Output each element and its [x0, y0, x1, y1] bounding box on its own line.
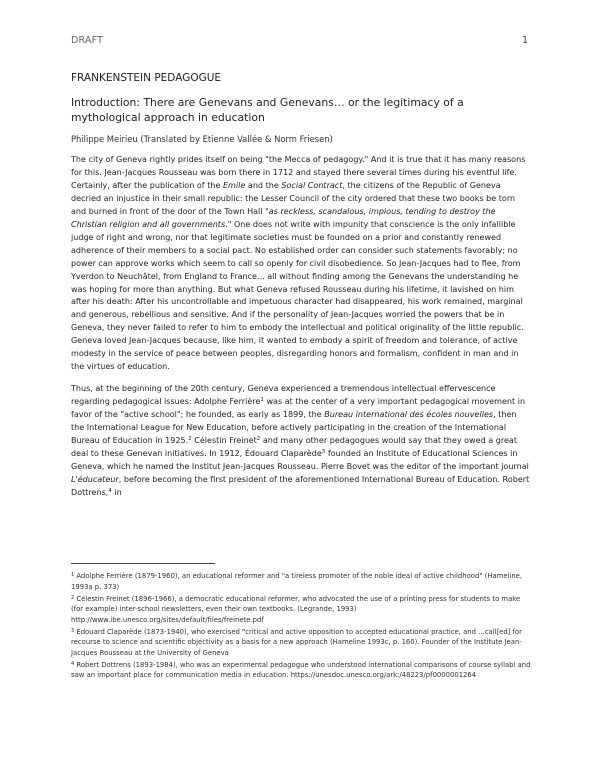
bureau-name: Bureau international des écoles nouvelles	[324, 410, 494, 420]
footnote-4	[71, 660, 533, 681]
text-run: and many other pedagogues would say that they owed a great deal to these Genevan initiatives. In 1912, Édouard Claparède	[71, 436, 518, 458]
text-run: ." One does not write with impunity that conscience is the only infallible judge of right and wrong, nor that legitimate societies must be founded on a prior and constantly renewed adherence of their members to a social pact. No established order can consider such statements favorably; no power can approve works which seem to call so openly for civil disobedience. So Jean-Jacques had to flee, from Yverdon to Neuchâtel, from England to France... all without finding among the Genevans the understanding he was hoping for more than anything. But what Geneva refused Rousseau during his lifetime, it lavished on him after his death: After his uncontrollable and impetuous character had disappeared, his work remained, marginal and generous, rebellious and sensitive. And if the personality of Jean-Jacques worried the powers that be in Geneva, they never failed to refer to him to embody the intellectual and political originality of the little republic. Geneva loved Jean-Jacques because, like him, it wanted to embody a spirit of freedom and tolerance, of active modesty in the service of peace between peoples, disregarding honors and formalism, confident in man and in the virtues of education.	[71, 219, 524, 372]
footnote-ref-2[interactable]: 2	[188, 436, 192, 443]
text-run: , the citizens of the Republic of Geneva decried an injustice in their small republic: the Lesser Council of the city ordered that these two books be torn and burned in front of the door of the Town Hall "	[71, 180, 516, 216]
footnote-2	[71, 594, 533, 626]
footnote-text: Robert Dottrens (1893-1984), who was an experimental pedagogue who understood international comparisons of course syllabi and saw an important place for communication media in education. https://unesdoc.unesco.org/ark:/48223/pf0000001264	[71, 660, 531, 679]
footnote-ref-4[interactable]: 4	[108, 487, 112, 494]
footnotes	[71, 571, 533, 682]
text-run: was at the center of a very important pedagogical movement in favor of the "active school"; he founded, as early as 1899, the	[71, 397, 526, 420]
footnote-text: Adolphe Ferrière (1879-1960), an educational reformer and "a tireless promoter of the noble ideal of active childhood" (Hameline, 1993a p. 373)	[71, 572, 523, 591]
paragraph-1	[71, 154, 531, 374]
text-run: , then the International League for New Education, before actively participating in the creation of the International Bureau of Education in 1925.	[71, 410, 517, 446]
document-subtitle: Introduction: There are Genevans and Genevans… or the legitimacy of a mythological approach in education	[71, 96, 464, 124]
journal-title: L'éducateur	[71, 474, 119, 484]
footnote-ref-1[interactable]: 1	[260, 397, 264, 404]
footnote-number: 2	[71, 594, 75, 601]
book-title-emile: Emile	[222, 180, 246, 190]
page-number: 1	[522, 35, 529, 46]
footnote-1	[71, 571, 533, 592]
footnote-ref-2b[interactable]: 2	[256, 436, 261, 443]
text-run: The city of Geneva rightly prides itself on being "the Mecca of pedagogy." And it is true that it has many reasons for this. Jean-Jacques Rousseau was born there in 1712 and stayed there several times during his eventful life. Certainly, after the publication of the	[71, 155, 526, 190]
paragraph-2	[71, 383, 531, 500]
text-run: and the	[245, 180, 282, 190]
footnote-number: 4	[71, 660, 75, 667]
footnote-text: Célestin Freinet (1896-1966), a democratic educational reformer, who advocated the use of a printing press for students to make (for example) inter-school newsletters, even their own textbooks. (Legrande, 1993) http://www.ibe.unesco.org/sites/default/files/freinete.pdf	[71, 594, 521, 624]
footnote-separator	[71, 563, 215, 564]
draft-header: DRAFT	[71, 35, 104, 46]
author-line: Philippe Meirieu (Translated by Etienne Vallée & Norm Friesen)	[71, 134, 333, 144]
book-title-social-contract: Social Contract	[281, 180, 343, 190]
text-run: in	[111, 487, 122, 497]
text-run: Thus, at the beginning of the 20th century, Geneva experienced a tremendous intellectual effervescence regarding pedagogical issues: Adolphe Ferrière	[71, 384, 496, 407]
text-run: , before becoming the first president of the aforementioned International Bureau of Education. Robert Dottrens,	[71, 474, 530, 497]
text-run: founded an Institute of Educational Sciences in Geneva, which he named the Institut Jean-Jacques Rousseau. Pierre Bovet was the editor of the important journal	[71, 448, 529, 471]
footnote-number: 1	[71, 572, 75, 578]
document-title: FRANKENSTEIN PEDAGOGUE	[71, 72, 222, 84]
footnote-number: 3	[71, 627, 75, 634]
footnote-ref-3[interactable]: 3	[321, 448, 326, 455]
text-run: Célestin Freinet	[191, 436, 257, 446]
document-body	[71, 72, 531, 509]
quoted-text: as reckless, scandalous, impious, tending to destroy the Christian religion and all governments	[71, 206, 496, 229]
footnote-text: Édouard Claparède (1873-1940), who exercised "critical and active opposition to accepted educational practice, and ...call[ed] for recourse to science and scientific objectivity as a basis for a new approach (Hameline 1993c, p. 160). Founder of the Institute Jean-Jacques Rousseau at the University of Geneva	[71, 627, 522, 657]
footnote-3	[71, 627, 533, 659]
